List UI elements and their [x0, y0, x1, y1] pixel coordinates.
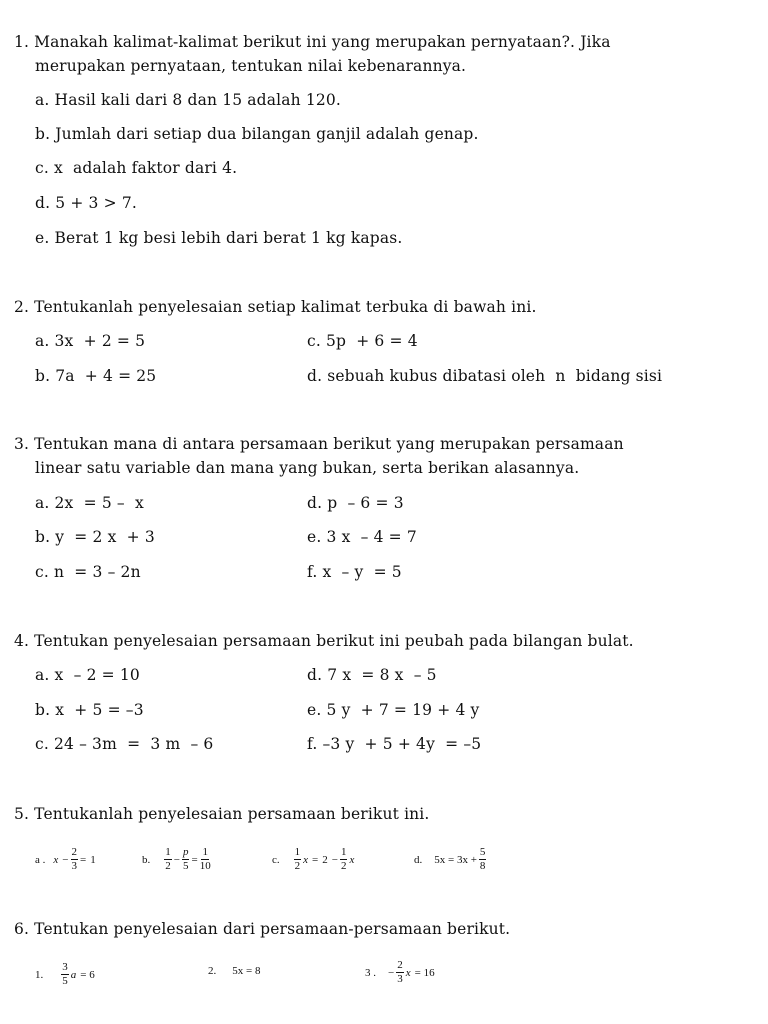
question-5-item-b [142, 847, 213, 872]
question-1-item-a: a. Hasil kali dari 8 dan 15 adalah 120. [35, 91, 341, 109]
rhs: = 6 [80, 968, 95, 981]
denominator: 5 [62, 975, 68, 987]
denominator: 8 [479, 860, 486, 872]
question-4-item-d: d. 7 x = 8 x – 5 [307, 666, 437, 684]
question-5-item-a [35, 847, 96, 872]
constant: 2 [322, 853, 328, 866]
question-4-text: 4. Tentukan penyelesaian persamaan berikut ini peubah pada bilangan bulat. [14, 632, 634, 650]
question-5-text: 5. Tentukanlah penyelesaian persamaan berikut ini. [14, 805, 430, 823]
numerator: p [182, 846, 189, 858]
rhs: = 16 [414, 966, 435, 979]
question-2-item-b: b. 7a + 4 = 25 [35, 367, 157, 385]
variable: x [53, 853, 59, 866]
fraction [71, 847, 79, 872]
question-3-text-cont: linear satu variable dan mana yang bukan, serta berikan alasannya. [35, 459, 580, 477]
question-1-text: 1. Manakah kalimat-kalimat berikut ini yang merupakan pernyataan?. Jika [14, 33, 611, 51]
equals: = [312, 853, 319, 866]
fraction [479, 847, 487, 872]
question-3-item-c: c. n = 3 – 2n [35, 563, 141, 581]
question-5-item-c [272, 847, 354, 872]
question-6-item-3 [365, 960, 435, 985]
question-1-item-b: b. Jumlah dari setiap dua bilangan ganjil adalah genap. [35, 125, 479, 143]
question-1-item-c: c. x adalah faktor dari 4. [35, 159, 238, 177]
question-1-item-e: e. Berat 1 kg besi lebih dari berat 1 kg kapas. [35, 229, 403, 247]
item-label: b. [142, 853, 151, 866]
fraction [340, 847, 348, 872]
numerator: 1 [340, 846, 347, 858]
question-3-item-a: a. 2x = 5 – x [35, 494, 144, 512]
variable: x [303, 853, 309, 866]
fraction [294, 847, 302, 872]
question-2-item-d: d. sebuah kubus dibatasi oleh n bidang sisi [307, 367, 663, 385]
operator: − [331, 853, 338, 866]
denominator: 2 [294, 860, 301, 872]
denominator: 5 [182, 860, 189, 872]
lhs: 5x = 3x + [434, 853, 477, 866]
variable: x [349, 853, 355, 866]
item-label: a . [35, 853, 46, 866]
question-6-item-1 [35, 962, 95, 987]
equals: = [191, 853, 198, 866]
fraction [182, 847, 190, 872]
question-5-item-d [414, 847, 488, 872]
fraction [164, 847, 172, 872]
rhs: 1 [90, 853, 96, 866]
denominator: 3 [397, 973, 403, 985]
question-4-item-e: e. 5 y + 7 = 19 + 4 y [307, 701, 480, 719]
numerator: 1 [202, 846, 208, 858]
numerator: 3 [62, 961, 68, 973]
fraction [396, 960, 404, 985]
question-3-item-f: f. x – y = 5 [307, 563, 402, 581]
fraction [61, 962, 69, 987]
item-label: c. [272, 853, 280, 866]
variable: x [405, 966, 411, 979]
variable: a [70, 968, 77, 981]
denominator: 2 [340, 860, 347, 872]
question-4-item-b: b. x + 5 = –3 [35, 701, 144, 719]
operator: − [62, 853, 69, 866]
item-label: 1. [35, 968, 44, 981]
question-2-text: 2. Tentukanlah penyelesaian setiap kalimat terbuka di bawah ini. [14, 298, 537, 316]
question-3-item-e: e. 3 x – 4 = 7 [307, 528, 417, 546]
question-3-item-b: b. y = 2 x + 3 [35, 528, 155, 546]
item-label: 2. [208, 965, 217, 977]
question-6-item-2 [208, 964, 260, 978]
question-4-item-a: a. x – 2 = 10 [35, 666, 140, 684]
numerator: 1 [294, 846, 301, 858]
denominator: 10 [199, 860, 211, 872]
item-label: 3 . [365, 966, 376, 979]
fraction [200, 847, 211, 872]
question-1-text-cont: merupakan pernyataan, tentukan nilai kebenarannya. [35, 57, 467, 75]
denominator: 3 [71, 860, 77, 872]
item-label: d. [414, 853, 423, 866]
equals: = [80, 853, 87, 866]
numerator: 2 [71, 846, 77, 858]
denominator: 2 [165, 860, 171, 872]
question-4-item-c: c. 24 – 3m = 3 m – 6 [35, 735, 214, 753]
equation: 5x = 8 [232, 965, 261, 977]
operator: − [173, 853, 180, 866]
question-3-text: 3. Tentukan mana di antara persamaan berikut yang merupakan persamaan [14, 435, 624, 453]
question-4-item-f: f. –3 y + 5 + 4y = –5 [307, 735, 482, 753]
operator: − [388, 966, 395, 979]
question-2-item-c: c. 5p + 6 = 4 [307, 332, 418, 350]
numerator: 5 [479, 846, 486, 858]
question-1-item-d: d. 5 + 3 > 7. [35, 194, 137, 212]
numerator: 2 [397, 959, 403, 971]
numerator: 1 [165, 846, 171, 858]
question-3-item-d: d. p – 6 = 3 [307, 494, 404, 512]
question-2-item-a: a. 3x + 2 = 5 [35, 332, 146, 350]
question-6-text: 6. Tentukan penyelesaian dari persamaan-persamaan berikut. [14, 920, 511, 938]
